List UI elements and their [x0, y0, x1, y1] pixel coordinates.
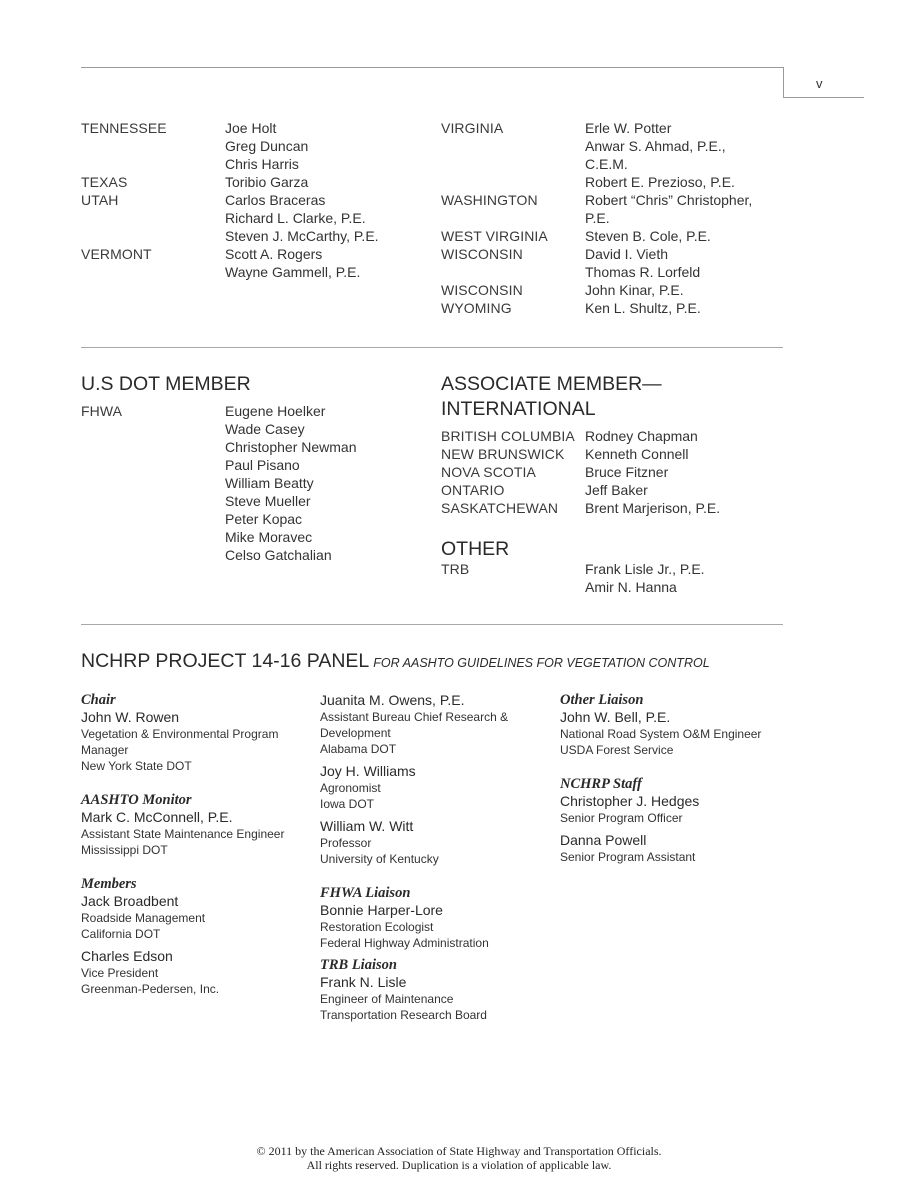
- panel-member-name: Bonnie Harper-Lore: [320, 902, 443, 918]
- member-name: Steven B. Cole, P.E.: [585, 228, 711, 244]
- state-label: WYOMING: [441, 300, 512, 316]
- member-name: Erle W. Potter: [585, 120, 672, 136]
- role-heading: Chair: [81, 692, 116, 708]
- organization-label: TRB: [441, 561, 470, 577]
- panel-member-name: Juanita M. Owens, P.E.: [320, 692, 465, 708]
- role-heading: Other Liaison: [560, 692, 644, 708]
- member-name: Peter Kopac: [225, 511, 303, 527]
- panel-member-affiliation: Federal Highway Administration: [320, 936, 489, 950]
- panel-title: [81, 650, 710, 673]
- member-name: Christopher Newman: [225, 439, 357, 455]
- panel-member-title: Vegetation & Environmental Program: [81, 727, 279, 741]
- panel-member-title: Restoration Ecologist: [320, 920, 434, 934]
- state-label: WISCONSIN: [441, 246, 523, 262]
- state-label: [441, 155, 548, 173]
- panel-member-name: John W. Bell, P.E.: [560, 709, 671, 725]
- copyright-line: © 2011 by the American Association of State Highway and Transportation Officials.: [256, 1144, 662, 1158]
- state-label: [81, 137, 167, 155]
- member-name: David I. Vieth: [585, 246, 669, 262]
- associate-names: [585, 427, 720, 517]
- member-name: Toribio Garza: [225, 174, 309, 190]
- panel-member-affiliation: University of Kentucky: [320, 852, 439, 866]
- agency-label: [81, 492, 122, 510]
- member-name: Frank Lisle Jr., P.E.: [585, 561, 705, 577]
- member-name: Jeff Baker: [585, 482, 648, 498]
- organization-label: [441, 578, 469, 596]
- panel-member-name: Christopher J. Hedges: [560, 793, 700, 809]
- panel-member-affiliation: Greenman-Pedersen, Inc.: [81, 982, 220, 996]
- panel-member-name: Frank N. Lisle: [320, 974, 407, 990]
- state-label: [441, 173, 548, 191]
- usdot-labels: [81, 402, 122, 564]
- member-name: William Beatty: [225, 475, 314, 491]
- member-name: P.E.: [585, 210, 610, 226]
- panel-member-affiliation: California DOT: [81, 927, 161, 941]
- member-name: Wayne Gammell, P.E.: [225, 264, 361, 280]
- panel-title-text: NCHRP PROJECT 14-16 PANEL: [81, 650, 370, 672]
- associate-labels: [441, 427, 575, 517]
- panel-member-title: Roadside Management: [81, 911, 206, 925]
- agency-label: [81, 546, 122, 564]
- panel-member-name: John W. Rowen: [81, 709, 180, 725]
- panel-member-title: Assistant Bureau Chief Research &: [320, 710, 509, 724]
- member-name: Rodney Chapman: [585, 428, 698, 444]
- state-label: VERMONT: [81, 246, 152, 262]
- panel-member-title: Development: [320, 726, 391, 740]
- role-heading: Members: [81, 876, 137, 892]
- member-name: Steve Mueller: [225, 493, 311, 509]
- section-divider: [81, 624, 783, 625]
- copyright-footer: [0, 1144, 918, 1172]
- member-name: Joe Holt: [225, 120, 277, 136]
- member-name: C.E.M.: [585, 156, 628, 172]
- page-number-box-left-rule: [783, 67, 784, 97]
- province-label: BRITISH COLUMBIA: [441, 428, 575, 444]
- other-labels: [441, 560, 469, 596]
- role-heading: FHWA Liaison: [320, 885, 411, 901]
- state-label: [441, 263, 548, 281]
- province-label: SASKATCHEWAN: [441, 500, 559, 516]
- page-number: v: [816, 76, 823, 91]
- agency-label: [81, 510, 122, 528]
- member-name: Chris Harris: [225, 156, 299, 172]
- state-label: [81, 263, 167, 281]
- member-name: Amir N. Hanna: [585, 579, 677, 595]
- panel-member-title: Manager: [81, 743, 129, 757]
- agency-label: [81, 420, 122, 438]
- state-label: VIRGINIA: [441, 120, 504, 136]
- top-rule: [81, 67, 783, 68]
- member-name: Eugene Hoelker: [225, 403, 326, 419]
- state-label: WEST VIRGINIA: [441, 228, 548, 244]
- member-name: Bruce Fitzner: [585, 464, 669, 480]
- member-name: Mike Moravec: [225, 529, 313, 545]
- member-name: Steven J. McCarthy, P.E.: [225, 228, 379, 244]
- panel-member-title: Senior Program Officer: [560, 811, 683, 825]
- state-label: WASHINGTON: [441, 192, 538, 208]
- state-label: TENNESSEE: [81, 120, 167, 136]
- panel-member-title: Engineer of Maintenance: [320, 992, 454, 1006]
- panel-column-1: [81, 692, 316, 997]
- state-label: UTAH: [81, 192, 119, 208]
- other-names: [585, 560, 705, 596]
- member-name: Wade Casey: [225, 421, 305, 437]
- state-names-left: [225, 119, 379, 281]
- member-name: Ken L. Shultz, P.E.: [585, 300, 701, 316]
- panel-member-name: William W. Witt: [320, 818, 414, 834]
- agency-label: [81, 474, 122, 492]
- member-name: Greg Duncan: [225, 138, 309, 154]
- state-label: [81, 155, 167, 173]
- other-heading: OTHER: [441, 538, 510, 560]
- member-name: John Kinar, P.E.: [585, 282, 684, 298]
- panel-member-affiliation: Alabama DOT: [320, 742, 397, 756]
- panel-member-title: Assistant State Maintenance Engineer: [81, 827, 285, 841]
- panel-subtitle: FOR AASHTO GUIDELINES FOR VEGETATION CONTROL: [373, 656, 710, 670]
- usdot-names: [225, 402, 357, 564]
- state-label: WISCONSIN: [441, 282, 523, 298]
- section-divider: [81, 347, 783, 348]
- province-label: ONTARIO: [441, 482, 505, 498]
- associate-heading-line2: INTERNATIONAL: [441, 398, 596, 420]
- role-heading: TRB Liaison: [320, 957, 397, 973]
- member-name: Carlos Braceras: [225, 192, 326, 208]
- associate-heading-line1: ASSOCIATE MEMBER—: [441, 373, 662, 395]
- usdot-heading: U.S DOT MEMBER: [81, 373, 251, 395]
- panel-member-affiliation: Mississippi DOT: [81, 843, 168, 857]
- panel-column-2: [320, 692, 555, 1023]
- panel-column-3: [560, 692, 795, 865]
- role-heading: AASHTO Monitor: [81, 792, 192, 808]
- state-label: [441, 137, 548, 155]
- state-labels-right: [441, 119, 548, 317]
- panel-member-name: Charles Edson: [81, 948, 173, 964]
- agency-label: [81, 528, 122, 546]
- panel-member-affiliation: Transportation Research Board: [320, 1008, 487, 1022]
- member-name: Richard L. Clarke, P.E.: [225, 210, 366, 226]
- province-label: NOVA SCOTIA: [441, 464, 536, 480]
- member-name: Paul Pisano: [225, 457, 300, 473]
- state-label: [81, 209, 167, 227]
- agency-label: [81, 438, 122, 456]
- state-label: TEXAS: [81, 174, 128, 190]
- state-names-right: [585, 119, 752, 317]
- member-name: Scott A. Rogers: [225, 246, 323, 262]
- panel-member-affiliation: New York State DOT: [81, 759, 192, 773]
- agency-label: FHWA: [81, 403, 123, 419]
- agency-label: [81, 456, 122, 474]
- panel-member-name: Danna Powell: [560, 832, 647, 848]
- member-name: Kenneth Connell: [585, 446, 689, 462]
- member-name: Thomas R. Lorfeld: [585, 264, 701, 280]
- panel-member-affiliation: Iowa DOT: [320, 797, 375, 811]
- panel-member-title: National Road System O&M Engineer: [560, 727, 762, 741]
- panel-member-title: Vice President: [81, 966, 159, 980]
- panel-member-name: Joy H. Williams: [320, 763, 416, 779]
- page-number-box-bottom-rule: [783, 97, 864, 98]
- panel-member-affiliation: USDA Forest Service: [560, 743, 674, 757]
- member-name: Robert E. Prezioso, P.E.: [585, 174, 735, 190]
- panel-member-title: Professor: [320, 836, 372, 850]
- member-name: Brent Marjerison, P.E.: [585, 500, 721, 516]
- role-heading: NCHRP Staff: [560, 776, 642, 792]
- member-name: Robert “Chris” Christopher,: [585, 192, 753, 208]
- province-label: NEW BRUNSWICK: [441, 446, 565, 462]
- state-label: [81, 227, 167, 245]
- rights-line: All rights reserved. Duplication is a violation of applicable law.: [306, 1158, 612, 1172]
- panel-member-name: Jack Broadbent: [81, 893, 179, 909]
- member-name: Anwar S. Ahmad, P.E.,: [585, 138, 726, 154]
- member-name: Celso Gatchalian: [225, 547, 332, 563]
- state-labels-left: [81, 119, 167, 281]
- state-label: [441, 209, 548, 227]
- panel-member-title: Agronomist: [320, 781, 381, 795]
- panel-member-title: Senior Program Assistant: [560, 850, 696, 864]
- panel-member-name: Mark C. McConnell, P.E.: [81, 809, 233, 825]
